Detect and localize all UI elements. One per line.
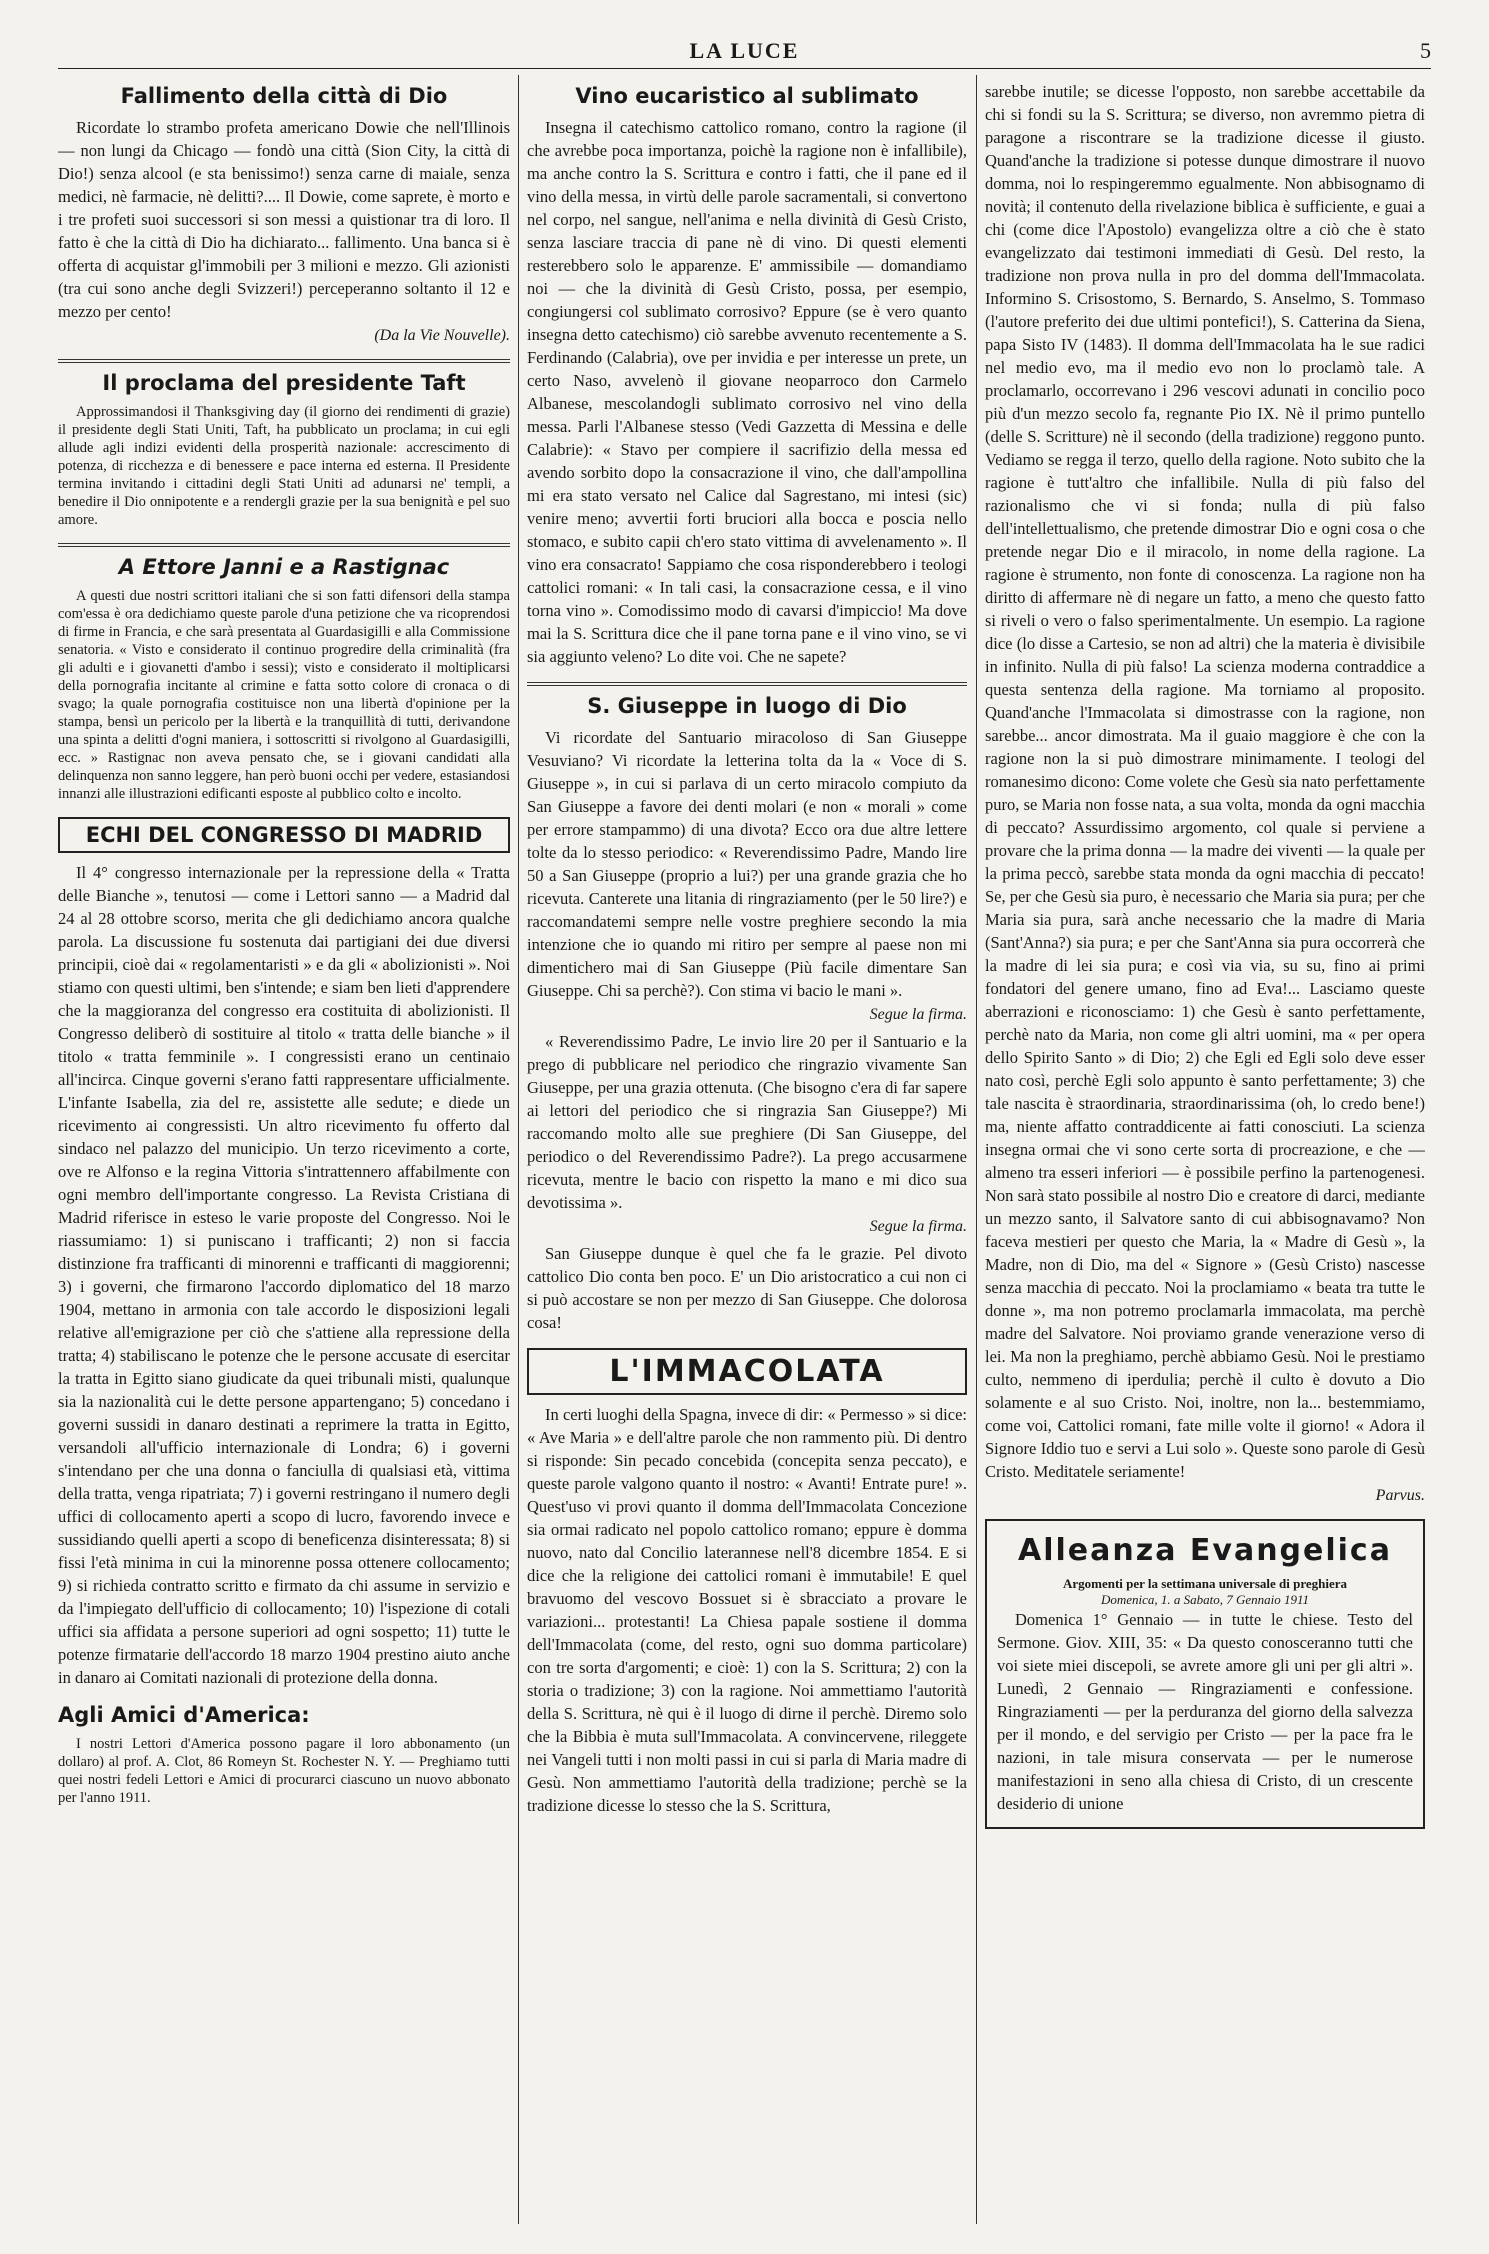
article-subtitle: Argomenti per la settimana universale di preghiera	[1062, 1576, 1348, 1591]
divider	[58, 359, 510, 363]
signature: Parvus.	[1375, 1487, 1425, 1504]
article-body: In certi luoghi della Spagna, invece di dir: « Permesso » si dice: « Ave Maria » e dell'altre parole che non rammento più. Di dentro si risponde: Sin pecado concebida (concepita senza peccato), e queste parole valgono quanto il nostro: « Avanti! Entrate pure! ». Quest'uso vi provi quanto il domma dell'Immacolata Concezione sia ormai radicato nel popolo cattolico romano; eppure è domma nuovo, nato dal Concilio laterannese nell'8 dicembre 1854. E si dice che la religione dei cattolici romani è immutabile! E quel bravuomo del vescovo Bossuet si è sbracciato a provare le variazioni... protestanti! La Chiesa papale sostiene il domma dell'Immacolata (come, del resto, ogni suo domma particolare) con tre sorta d'argomenti; e cioè: 1) con la S. Scrittura; 2) con la storia o tradizione; 3) con la ragione. Noi ammettiamo l'autorità della S. Scrittura, nè qui è il luogo di dirne il perchè. Diremo solo che la Bibbia è muta sull'Immacolata. A convincervene, rileggete nei Vangeli tutti i non molti passi in cui si parla di Maria madre di Gesù. Non ammettiamo l'autorità della tradizione; perchè se la tradizione dicesse lo stesso che la S. Scrittura,	[527, 1405, 967, 1815]
column-rule	[518, 75, 519, 2224]
article-madrid	[58, 817, 510, 1689]
column-1	[58, 80, 510, 2224]
article-body: Ricordate lo strambo profeta americano Dowie che nell'Illinois — non lungi da Chicago — fondò una città (Sion City, la città di Dio!) senza alcool (e sta benissimo!) senza carne di maiale, senza medici, nè farmacie, nè delitti?.... Il Dowie, come saprete, è morto e i tre profeti suoi successori si son messi a quistionar tra di loro. Il fatto è che la città di Dio ha dichiarato... fallimento. Una banca si è offerta di acquistar gl'immobili per 3 milioni e mezzo. Gli azionisti (tra cui sono anche degli Svizzeri!) perceperanno soltanto il 12 e mezzo per cento!	[58, 118, 510, 321]
article-immacolata-cont	[985, 80, 1425, 1505]
column-2	[527, 80, 967, 2224]
article-title: S. Giuseppe in luogo di Dio	[587, 694, 907, 718]
article-america	[58, 1703, 510, 1807]
article-source: (Da la Vie Nouvelle).	[374, 327, 510, 344]
column-rule	[976, 75, 977, 2224]
article-body: Domenica 1° Gennaio — in tutte le chiese. Testo del Sermone. Giov. XIII, 35: « Da questo conosceranno tutti che voi siete miei discepoli, se avrete amore gli uni per gli altri ». Lunedì, 2 Gennaio — Ringraziamenti e confessione. Ringraziamenti — per la perduranza del giorno della salvezza per il mondo, e del servigio per Cristo — per la pace fra le nazioni, in tale misura conservata — per le numerose manifestazioni in seno alla chiesa di Cristo, di un crescente desiderio di unione	[997, 1610, 1413, 1813]
article-body: Approssimandosi il Thanksgiving day (il giorno dei rendimenti di grazie) il presidente degli Stati Uniti, Taft, ha pubblicato un proclama; in cui egli allude agli indizi evidenti della prosperità nazionale: accrescimento di potenza, di ricchezza e di benessere e pace interna ed esterna. Il Presidente termina invitando i cittadini degli Stati Uniti ad adunarsi ne' templi, a benedire il Dio onnipotente e a rendergli grazie per la sua benignità e pel suo amore.	[58, 404, 510, 528]
article-title: Il proclama del presidente Taft	[102, 371, 466, 395]
masthead	[58, 38, 1431, 69]
article-taft	[58, 371, 510, 529]
article-title: Alleanza Evangelica	[1018, 1533, 1392, 1568]
column-3	[985, 80, 1425, 2224]
article-body: A questi due nostri scrittori italiani che si son fatti difensori della stampa com'essa è ora dedichiamo queste parole d'una petizione che va ricoprendosi di firme in Francia, e che sarà presentata al Guardasigilli e alla Commissione senatoria. « Visto e considerato il continuo progredire della criminalità (fra gli adulti e i giovanetti d'ambo i sessi); visto e considerato il moltiplicarsi della pornografia incitante al crimine e fatta sotto colore di cronaca o di svago; la quale pornografia costituisce non una libertà d'opinione per la stampa, bensì un pericolo per la libertà e la tranquillità di tutti, derivandone una spinta a delitti d'ogni maniera, i sottoscritti si rivolgono al Guardasigilli, ecc. » Rastignac non aveva pensato che, se i giovani candidati alla delinquenza non sanno leggere, han però buoni occhi per vedere, estasiandosi innanzi alle illustrazioni edificanti esposte al pubblico colto e incolto.	[58, 588, 510, 802]
page-number: 5	[1420, 38, 1431, 63]
article-title: Agli Amici d'America:	[58, 1703, 310, 1727]
article-title: Fallimento della città di Dio	[120, 84, 448, 108]
article-giuseppe	[527, 694, 967, 1334]
article-title: Vino eucaristico al sublimato	[575, 84, 919, 108]
article-fallimento	[58, 84, 510, 345]
article-janni	[58, 555, 510, 803]
newspaper-title: LA LUCE	[689, 38, 800, 63]
article-body: Vi ricordate del Santuario miracoloso di San Giuseppe Vesuviano? Vi ricordate la letterina tolta da la « Voce di S. Giuseppe », in cui si parlava di un certo miracolo compiuto da San Giuseppe a favore dei denti molari (e non « morali » come per errore stampammo) di una divota? Ecco ora due altre lettere tolte da lo stesso periodico: « Reverendissimo Padre, Mando lire 50 a San Giuseppe (proprio a lui?) per una grande grazia che ho ricevuta. Canterete una litania di ringraziamento (per le 50 lire?) e raccomandatemi sempre nelle vostre preghiere secondo la mia intenzione che io quando mi ritiro per sempre al paese non mi dimentichero mai di San Giuseppe (Più facile dimentare San Giuseppe. Chi sa perchè?). Con stima vi bacio le mani ».	[527, 728, 967, 1000]
article-body: sarebbe inutile; se dicesse l'opposto, non sarebbe accettabile da chi si fondi su la S. Scrittura; se diverso, non avremmo pietra di paragone a riscontrare se la tradizione dicesse il giusto. Quand'anche la tradizione si potesse dunque dimostrare il nuovo domma, noi lo respingeremmo egualmente. Non abbisognamo di novità; il contenuto della rivelazione biblica è sufficiente, e guai a chi (come dice l'Apostolo) evangelizza oltre a ciò che è stato evangelizzato dai testimoni immediati di Gesù. Del resto, la tradizione non prova nulla in pro del domma dell'Immacolata. Informino S. Crisostomo, S. Bernardo, S. Anselmo, S. Tommaso (l'autore preferito dei due ultimi pontefici!), S. Catterina da Siena, papa Sisto IV (1483). Il domma dell'Immacolata ha le sue radici nel medio evo, ma il medio evo non lo proclamò tale. A proclamarlo, occorrevano i 296 vescovi adunati in concilio poco più d'un mezzo secolo fa, regnante Pio IX. Nè il primo puntello (delle S. Scritture) nè il secondo (della tradizione) reggono punto. Vediamo se regga il terzo, quello della ragione. Noto subito che la ragione è tutt'altro che infallibile. Nulla di più falso del razionalismo che vi si fonda; nulla di più falso dell'intellettualismo, che pretende dimostrar Dio e ogni cosa o che pretende negar Dio e il miracolo, in nome della ragione. La ragione è strumento, non fonte di conoscenza. La ragione non ha diritto di affermare nè di negare un fatto, a meno che questo fatto si riveli o vero o falso sperimentalmente. Un esempio. La ragione dice (lo disse a Cartesio, se non ad altri) che la materia è divisibile in infinito. Nulla di più falso! La scienza moderna contraddice a questa sentenza della ragione. Ma torniamo al proposito. Quand'anche l'Immacolata si dimostrasse con la ragione, non sarebbe... ancor dimostrata. Ma il guaio maggiore è che con la ragione non la si può dimostrare minimamente. I teologi del romanesimo dicono: Come volete che Gesù sia nato perfettamente puro, se Maria non fosse nata, a sua volta, monda da ogni macchia di peccato? Assurdissimo argomento, col quale si perviene a provare che la prima donna — la madre dei viventi — la quale per la prima peccò, sarebbe stata monda da ogni macchia di peccato! Se, per che Gesù sia puro, è necessario che Maria sia pura; per che Maria sia pura, sarà anche necessario che la madre di Maria (Sant'Anna?) sia pura; e per che Sant'Anna sia pura occorrerà che la madre di lei sia pura; e così via via, su su, fino ai primi fondatori del genere umano, fino ad Eva!... Lasciamo queste aberrazioni e riconosciamo: 1) che Gesù è santo perfettamente, perchè nato da Maria, non come gli altri uomini, ma « per opera dello Spirito Santo » di Dio; 2) che Egli ed Egli solo deve esser nato così, perchè Egli solo appunto è santo perfettamente; 3) che tale nascita è straordinaria, straordinarissima (oh, lo credo bene!) ma, niente affatto contraddicente ai fatti conosciuti. La scienza insegna ormai che vi sono certe sorta di procreazione, e che — almeno tra esseri inferiori — è possibile perfino la partenogenesi. Non sarà stato possibile al nostro Dio e creatore di darci, mediante un mezzo santo, il Salvatore santo di cui abbisognavamo? Non faceva mestieri per questo che Maria, la « Madre di Gesù », la Madre, non di Dio, ma del « Signore » (Gesù Cristo) nascesse senza macchia di peccato. Noi la proclamiamo « beata tra tutte le donne », ma non potremo proclamarla immacolata, ma perchè madre del Salvatore. Noi proviamo grande venerazione verso di lei. Ma non la preghiamo, perchè abbiamo Gesù. Noi le prestiamo culto, nemmeno di iperdulia; perchè il culto è dovuto a Dio solamente e al suo Cristo. Noi, inoltre, non la... bestemmiamo, come voi, Cattolici romani, fate mille volte il giorno! « Adora il Signore Iddio tuo e servi a Lui solo ». Queste sono parole di Gesù Cristo. Meditatele seriamente!	[985, 82, 1425, 1481]
article-alleanza	[985, 1519, 1425, 1829]
divider	[527, 682, 967, 686]
divider	[58, 543, 510, 547]
article-body: I nostri Lettori d'America possono pagare il loro abbonamento (un dollaro) al prof. A. Clot, 86 Romeyn St. Rochester N. Y. — Preghiamo tutti quei nostri fedeli Lettori e Amici di procurarci ciascuno un nuovo abbonato per l'anno 1911.	[58, 1736, 510, 1806]
article-dates: Domenica, 1. a Sabato, 7 Gennaio 1911	[1100, 1592, 1310, 1607]
article-body: San Giuseppe dunque è quel che fa le grazie. Pel divoto cattolico Dio conta ben poco. E' un Dio aristocratico a cui non ci si può accostare se non per mezzo di San Giuseppe. Che dolorosa cosa!	[527, 1244, 967, 1332]
article-body: Il 4° congresso internazionale per la repressione della « Tratta delle Bianche », tenutosi — come i Lettori sanno — a Madrid dal 24 al 28 ottobre scorso, merita che gli dedichiamo ancora qualche parola. La discussione fu sostenuta dai partigiani dei due diversi principii, cioè dai « regolamentaristi » e da gli « abolizionisti ». Noi stiamo con questi ultimi, ben s'intende; e siam ben lieti d'apprendere che la maggioranza del congresso era costituita di abolizionisti. Il Congresso deliberò di sostituire al titolo « tratta delle bianche » il titolo « tratta femminile ». I congressisti erano un centinaio all'incirca. Cinque governi s'erano fatti rappresentare ufficialmente. L'infante Isabella, zia del re, assistette alle sedute; e diede un ricevimento ai congressisti. Un altro ricevimento fu offerto dal sindaco nel palazzo del municipio. Un terzo ricevimento a corte, ove re Alfonso e la regina Vittoria s'intrattennero affabilmente con ogni membro dell'importante congresso. La Revista Cristiana di Madrid riferisce in esteso le varie proposte del Congresso. Noi le riassumiamo: 1) si puniscano i trafficanti; 2) non si faccia distinzione fra trafficanti di minorenni e trafficanti di maggiorenni; 3) i governi, che firmarono l'accordo diplomatico del 18 marzo 1904, mettano in armonia con tale accordo le disposizioni legali relative all'emigrazione per ciò che s'attiene alla repressione della tratta; 4) stabiliscano le potenze che le persone accusate di esercitar la tratta in Egitto siano giudicate da quei tribunali misti, qualunque sia la nazionalità cui le dette persone appartengano; 5) concedano i governi sussidi in danaro destinati a reprimere la tratta in Egitto, versandoli all'ufficio internazionale di Londra; 6) i governi s'intendano per che una donna o fanciulla di qualsiasi età, vittima della tratta, venga ripatriata; 7) i governi restringano il numero degli uffici di collocamento aperti a scopo di lucro, favorendo invece e sussidiando quelli aperti a scopo di beneficenza disinteressata; 8) si fissi l'età minima in cui la minorenne possa ottenere collocamento; 9) si richieda contratto scritto e firmato da chi assume in servizio e da l'impiegato dell'ufficio di collocamento; 10) l'ispezione di cotali uffici sia affidata a persone superiori ad ogni sospetto; 11) tutte le potenze firmatarie dell'accordo 18 marzo 1904 prestino aiuto anche in danaro ai Comitati nazionali di protezione della donna.	[58, 863, 510, 1687]
article-title: A Ettore Janni e a Rastignac	[118, 555, 450, 579]
article-title: L'IMMACOLATA	[527, 1348, 967, 1395]
signature: Segue la firma.	[869, 1006, 967, 1023]
signature: Segue la firma.	[869, 1218, 967, 1235]
article-body: « Reverendissimo Padre, Le invio lire 20 per il Santuario e la prego di pubblicare nel periodico che ringrazio vivamente San Giuseppe, per una grazia ottenuta. (Che bisogno c'era di far sapere ai lettori del periodico che si ringrazia San Giuseppe?) Mi raccomando molto alle sue preghiere (Di San Giuseppe, del periodico o del Reverendissimo Padre?). La prego accusarmene ricevuta, mentre le bacio con rispetto la mano e mi dico sua devotissima ».	[527, 1032, 967, 1212]
article-vino	[527, 84, 967, 668]
article-body: Insegna il catechismo cattolico romano, contro la ragione (il che avrebbe poca importanza, poichè la ragione non è infallibile), ma anche contro la S. Scrittura e contro i fatti, che il pane ed il vino della messa, in virtù delle parole sacramentali, si convertono nel corpo, nel sangue, nell'anima e nella divinità di Gesù Cristo, senza lasciare traccia di pane nè di vino. Di questi elementi resterebbero solo le apparenze. E' ammissibile — domandiamo noi — che la divinità di Gesù Cristo, possa, per esempio, congiungersi col sublimato corrosivo? Eppure (se è vero quanto insegna detto catechismo) ciò sarebbe avvenuto recentemente a S. Ferdinando (Calabria), ove per invidia e per interesse un prete, un certo Naso, avvelenò il giovane neoparroco don Carmelo Albanese, mescolandogli sublimato corrosivo nel vino della messa. Parli l'Albanese stesso (Vedi Gazzetta di Messina e delle Calabrie): « Stavo per compiere il sacrifizio della messa ed avendo sorbito dopo la consacrazione il vino, che dall'ampollina mi era stato versato nel Calice dal Sagrestano, mi intesi (sic) venire meno; avvertii forti bruciori alla bocca e poscia nello stomaco, e subito capii ch'ero stato vittima di avvelenamento ». Il vino era consacrato! Sappiamo che cosa risponderebbero i teologi cattolici romani: « In tali casi, la consacrazione cessa, e il vino torna vino ». Comodissimo modo di cavarsi d'impiccio! Ma dove mai la S. Scrittura dice che il pane torna pane e il vino vino, se vi sia aggiunto veleno? Lo dite voi. Che ne sapete?	[527, 118, 967, 666]
article-title: ECHI DEL CONGRESSO DI MADRID	[58, 817, 510, 853]
article-immacolata	[527, 1348, 967, 1817]
